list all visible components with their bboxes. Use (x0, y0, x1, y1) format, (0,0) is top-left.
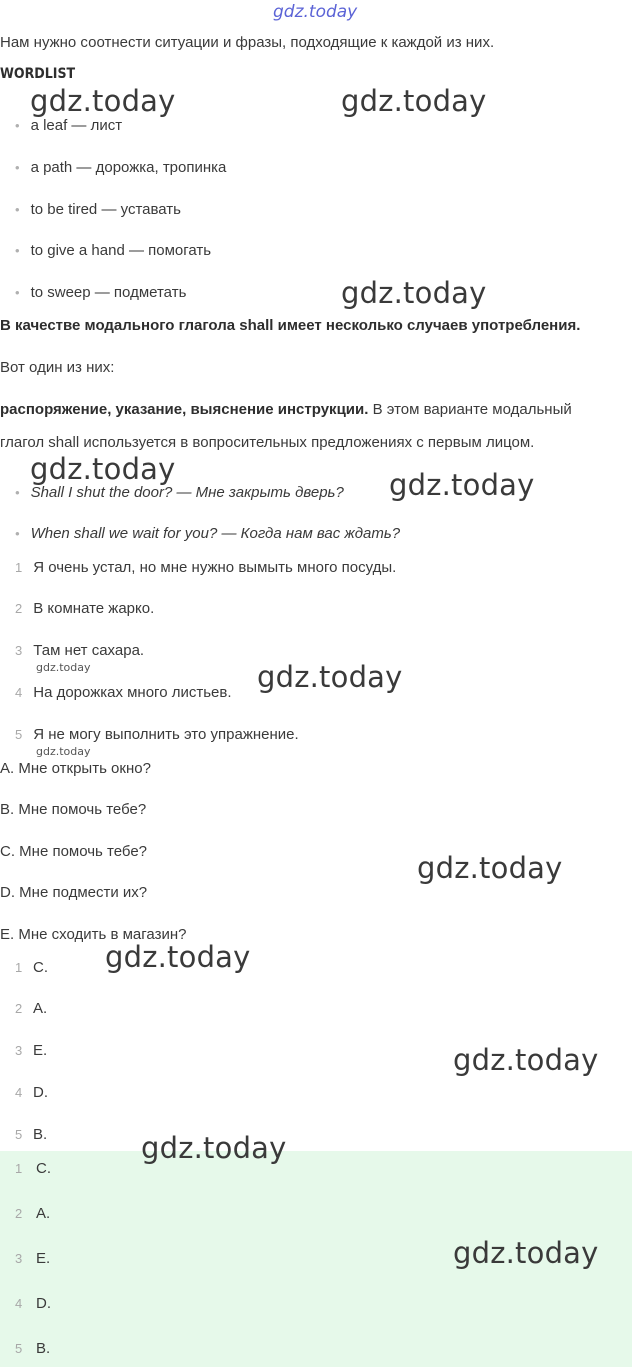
phrase-item: D. Мне подмести их? (0, 884, 148, 901)
answer-number: 5 (15, 1341, 23, 1356)
situation-item: 4 На дорожках много листьев. (15, 684, 232, 701)
answer-number: 3 (15, 1251, 23, 1266)
watermark: gdz.today (105, 940, 251, 974)
grammar-line-1: В качестве модального глагола shall имеет несколько случаев употребления. (0, 317, 581, 334)
intro-text: Нам нужно соотнести ситуации и фразы, подходящие к каждой из них. (0, 34, 495, 51)
watermark: gdz.today (30, 84, 176, 118)
bullet-icon: • (15, 160, 20, 175)
list-item: • a leaf — лист (15, 117, 123, 134)
grammar-line-3: распоряжение, указание, выяснение инструкции. В этом варианте модальный (0, 401, 572, 418)
list-item: • a path — дорожка, тропинка (15, 159, 227, 176)
answer-number: 4 (15, 1085, 23, 1100)
watermark: gdz.today (389, 468, 535, 502)
grammar-line-2: Вот один из них: (0, 359, 115, 376)
answer-value: E. (33, 1042, 48, 1059)
phrase-item: C. Мне помочь тебе? (0, 843, 148, 860)
list-item: • to give a hand — помогать (15, 242, 212, 259)
answer-number: 2 (15, 1001, 23, 1016)
situation-item: 3 Там нет сахара. (15, 642, 145, 659)
bullet-icon: • (15, 285, 20, 300)
situation-item: 2 В комнате жарко. (15, 600, 155, 617)
answer-number: 5 (15, 1127, 23, 1142)
watermark: gdz.today (453, 1043, 599, 1077)
answer-value: D. (33, 1084, 48, 1101)
answer-value: D. (36, 1295, 51, 1312)
wordlist-heading: WORDLIST (0, 66, 76, 82)
watermark: gdz.today (453, 1236, 599, 1270)
phrase-item: E. Мне сходить в магазин? (0, 926, 187, 943)
list-item: • to sweep — подметать (15, 284, 187, 301)
watermark: gdz.today (257, 660, 403, 694)
phrase-item: B. Мне помочь тебе? (0, 801, 147, 818)
situation-item: 5 Я не могу выполнить это упражнение. (15, 726, 299, 743)
example-item: • Shall I shut the door? — Мне закрыть дверь? (15, 484, 344, 501)
answer-number: 2 (15, 1206, 23, 1221)
watermark: gdz.today (141, 1131, 287, 1165)
situation-item: 1 Я очень устал, но мне нужно вымыть много посуды. (15, 559, 397, 576)
answer-number: 3 (15, 1043, 23, 1058)
bullet-icon: • (15, 485, 20, 500)
watermark-small: gdz.today (36, 661, 91, 674)
watermark: gdz.today (341, 84, 487, 118)
bullet-icon: • (15, 202, 20, 217)
bullet-icon: • (15, 526, 20, 541)
answer-value: A. (33, 1000, 48, 1017)
answer-value: B. (36, 1340, 51, 1357)
answer-number: 1 (15, 1161, 23, 1176)
answer-value: C. (36, 1160, 51, 1177)
watermark: gdz.today (341, 276, 487, 310)
watermark: gdz.today (417, 851, 563, 885)
watermark-small: gdz.today (36, 745, 91, 758)
answer-number: 1 (15, 960, 23, 975)
answer-value: C. (33, 959, 48, 976)
example-item: • When shall we wait for you? — Когда нам вас ждать? (15, 525, 401, 542)
answer-value: A. (36, 1205, 51, 1222)
bullet-icon: • (15, 118, 20, 133)
answer-value: B. (33, 1126, 48, 1143)
answer-number: 4 (15, 1296, 23, 1311)
bullet-icon: • (15, 243, 20, 258)
phrase-item: A. Мне открыть окно? (0, 760, 151, 777)
answer-value: E. (36, 1250, 51, 1267)
list-item: • to be tired — уставать (15, 201, 181, 218)
top-watermark: gdz.today (273, 2, 358, 22)
grammar-line-4: глагол shall используется в вопросительных предложениях с первым лицом. (0, 434, 535, 451)
watermark: gdz.today (30, 452, 176, 486)
